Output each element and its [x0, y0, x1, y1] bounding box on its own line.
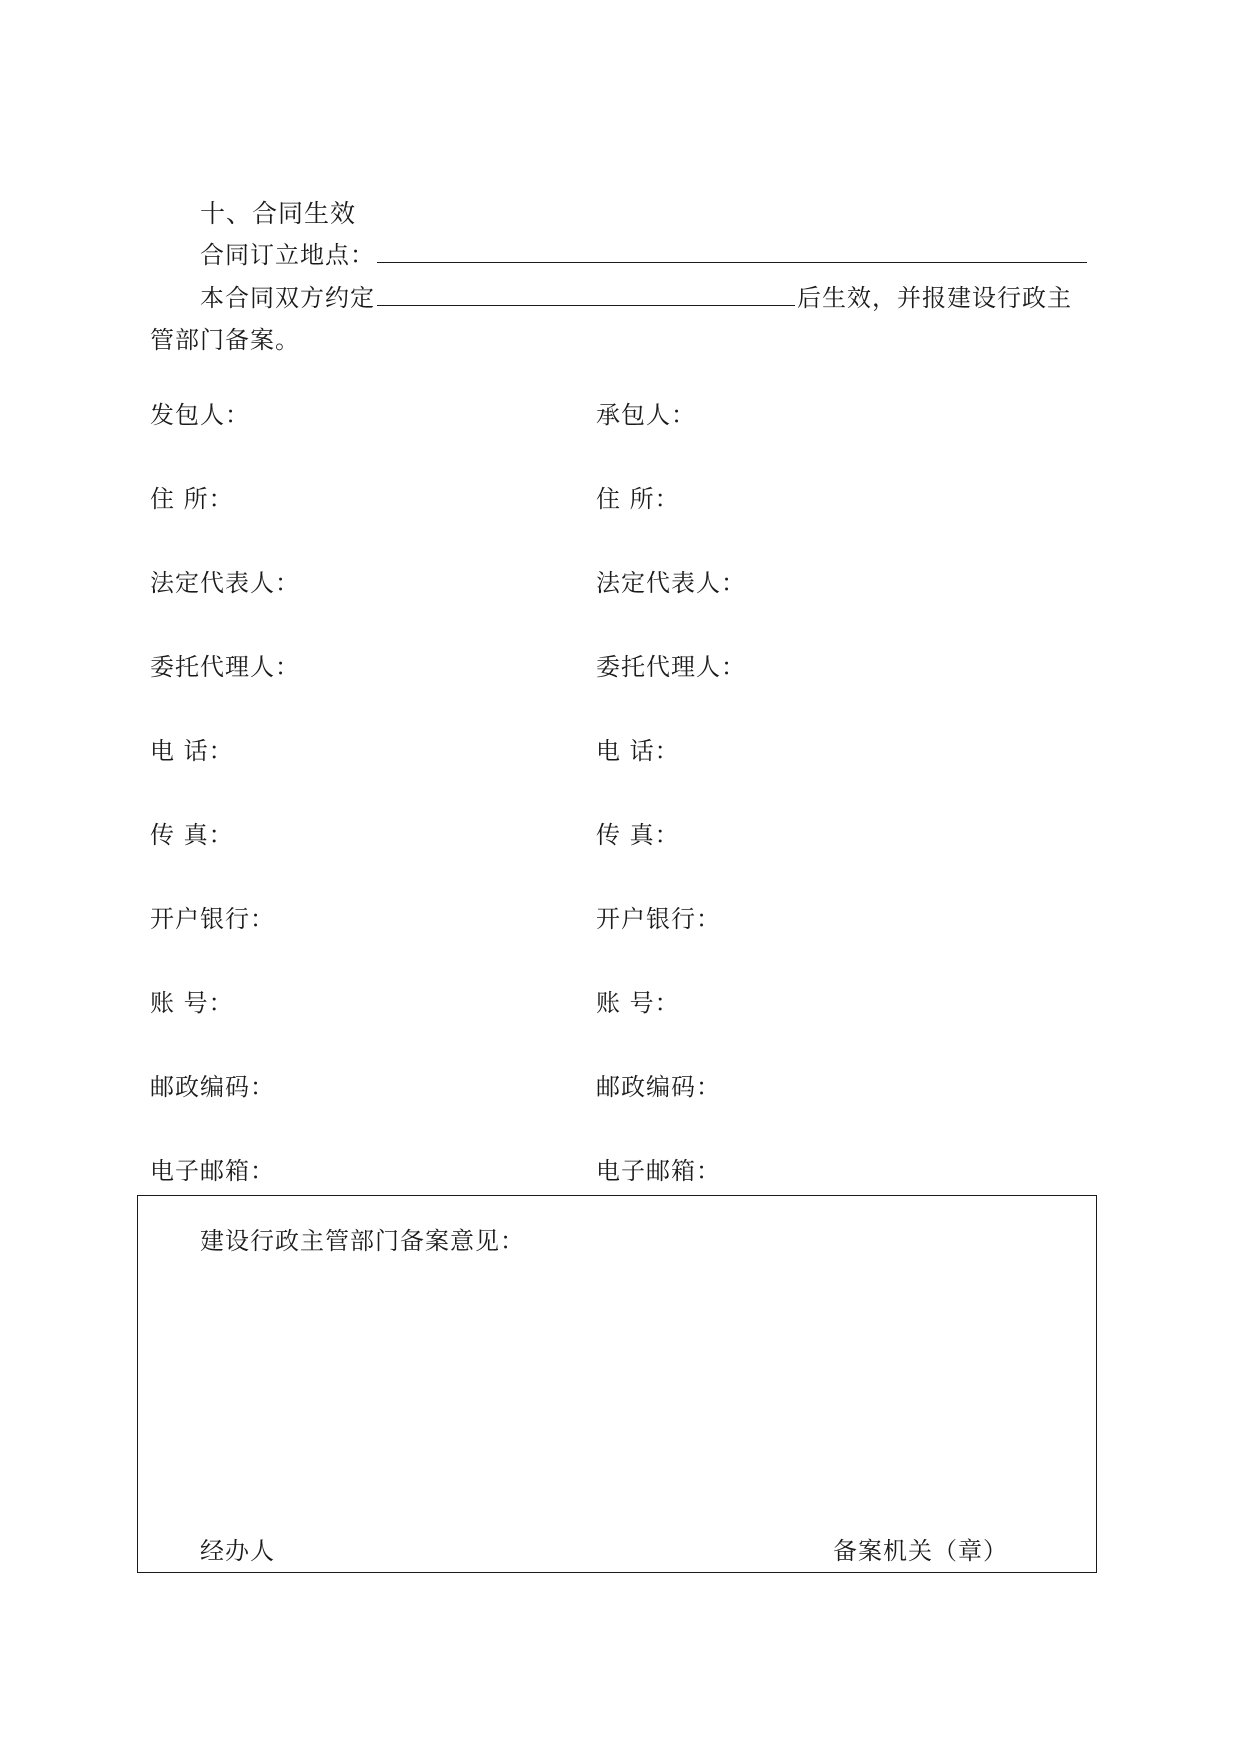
employer-field-label: 开户银行：	[150, 905, 275, 933]
employer-field-label: 账 号：	[150, 989, 234, 1017]
handler-label: 经办人	[200, 1537, 275, 1565]
contractor-field-label: 传 真：	[596, 821, 680, 849]
contractor-field-label: 邮政编码：	[596, 1073, 721, 1101]
effective-clause-continued: 管部门备案。	[150, 326, 300, 354]
signing-place-line	[200, 240, 1089, 270]
contractor-field-label: 账 号：	[596, 989, 680, 1017]
effective-clause-line	[200, 283, 1072, 313]
contractor-field-label: 承包人：	[596, 401, 696, 429]
employer-field-label: 住 所：	[150, 485, 234, 513]
contractor-field-label: 委托代理人：	[596, 653, 746, 681]
signing-place-blank[interactable]	[377, 240, 1087, 263]
effective-condition-blank[interactable]	[377, 283, 795, 306]
filing-authority-seal-label: 备案机关（章）	[833, 1537, 1008, 1565]
contractor-field-label: 住 所：	[596, 485, 680, 513]
section-title: 十、合同生效	[200, 199, 357, 228]
contractor-field-label: 电子邮箱：	[596, 1157, 721, 1185]
employer-field-label: 邮政编码：	[150, 1073, 275, 1101]
contractor-field-label: 开户银行：	[596, 905, 721, 933]
employer-field-label: 电子邮箱：	[150, 1157, 275, 1185]
employer-field-label: 委托代理人：	[150, 653, 300, 681]
contractor-field-label: 法定代表人：	[596, 569, 746, 597]
contractor-field-label: 电 话：	[596, 737, 680, 765]
employer-field-label: 法定代表人：	[150, 569, 300, 597]
effective-clause-suffix: 后生效，并报建设行政主	[797, 284, 1072, 312]
employer-field-label: 传 真：	[150, 821, 234, 849]
effective-clause-prefix: 本合同双方约定	[200, 284, 375, 312]
employer-field-label: 发包人：	[150, 401, 250, 429]
employer-field-label: 电 话：	[150, 737, 234, 765]
filing-opinion-label: 建设行政主管部门备案意见：	[200, 1227, 525, 1255]
signing-place-label: 合同订立地点：	[200, 241, 375, 269]
filing-opinion-box	[137, 1195, 1097, 1573]
